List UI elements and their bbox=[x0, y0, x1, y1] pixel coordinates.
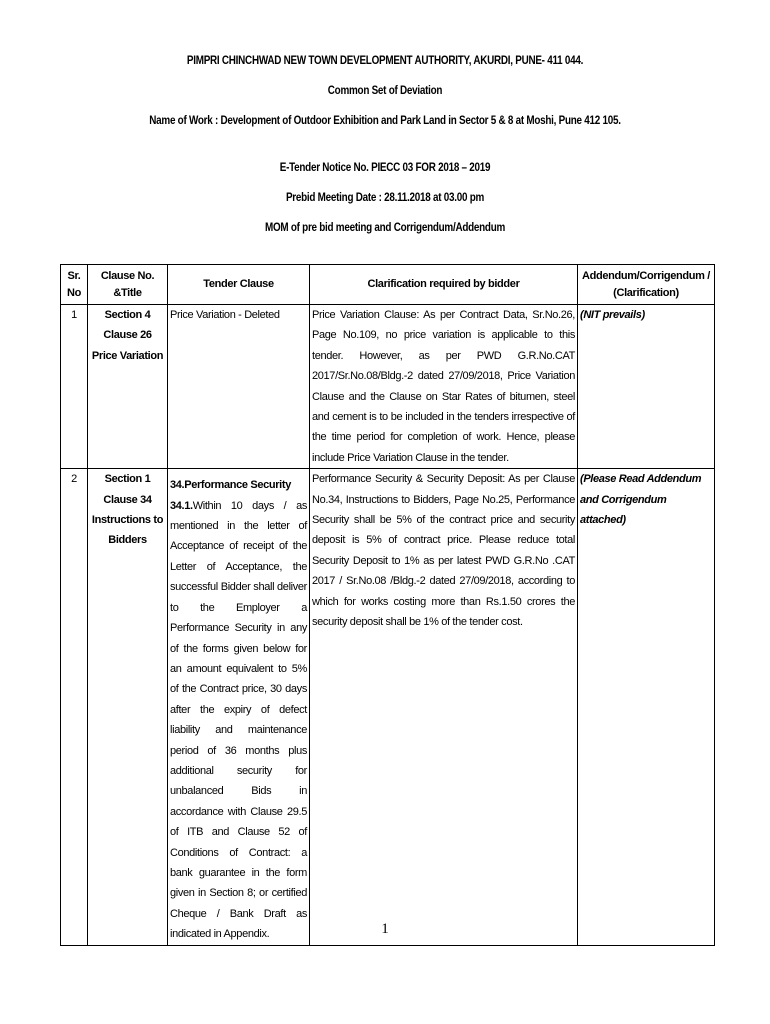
row-tender-clause bbox=[168, 469, 310, 945]
header-clarification: Clarification required by bidder bbox=[310, 265, 578, 305]
header-clause-title: Clause No. &Title bbox=[88, 265, 168, 305]
table-header-row bbox=[61, 265, 715, 305]
tender-clause-number: 34.1. bbox=[170, 499, 193, 512]
table-row bbox=[61, 305, 715, 469]
row-sr-no: 1 bbox=[61, 305, 88, 469]
row-clarification: Performance Security & Security Deposit: As per Clause No.34, Instructions to Bidders, Page No.25, Performance Security shall be 5% of the contract price and security deposit is 5% of contract price. Please reduce total Security Deposit to 1% as per latest PWD G.R.No .CAT 2017 / Sr.No.08 /Bldg.-2 dated 27/09/2018, according to which for works costing more than Rs.1.50 crores the security deposit shall be 1% of the tender cost. bbox=[310, 469, 578, 945]
header-tender-clause: Tender Clause bbox=[168, 265, 310, 305]
row-clarification: Price Variation Clause: As per Contract Data, Sr.No.26, Page No.109, no price variation is applicable to this tender. However, as per PWD G.R.No.CAT 2017/Sr.No.08/Bldg.-2 dated 27/09/2018, Price Variation Clause and the Clause on Star Rates of bitumen, steel and cement is to be included in the tenders irrespective of the time period for completion of work. Hence, please include Price Variation Clause in the tender. bbox=[310, 305, 578, 469]
tender-clause-heading: 34.Performance Security bbox=[170, 479, 291, 492]
header-sr-no: Sr. No bbox=[61, 265, 88, 305]
table-row bbox=[61, 469, 715, 945]
header-addendum: Addendum/Corrigendum / (Clarification) bbox=[578, 265, 715, 305]
prebid-meeting-date: Prebid Meeting Date : 28.11.2018 at 03.00 pm bbox=[285, 192, 485, 204]
row-tender-clause: Price Variation - Deleted bbox=[168, 305, 310, 469]
page-number: 1 bbox=[381, 921, 389, 937]
row-clause-title: Section 1 Clause 34 Instructions to Bidders bbox=[88, 469, 168, 945]
row-sr-no: 2 bbox=[61, 469, 88, 945]
row-clause-title: Section 4 Clause 26 Price Variation bbox=[88, 305, 168, 469]
row-addendum: (Please Read Addendum and Corrigendum attached) bbox=[578, 469, 715, 945]
tender-clause-text: Within 10 days / as mentioned in the letter of Acceptance of receipt of the Letter of Acceptance, the successful Bidder shall deliver to the Employer a Performance Security in any of the forms given below for an amount equivalent to 5% of the Contract price, 30 days after the expiry of defect liability and maintenance period of 36 months plus additional security for unbalanced Bids in accordance with Clause 29.5 of ITB and Clause 52 of Conditions of Contract: a bank guarantee in the form given in Section 8; or certified Cheque / Bank Draft as indicated in Appendix. bbox=[170, 499, 307, 941]
authority-title: PIMPRI CHINCHWAD NEW TOWN DEVELOPMENT AUTHORITY, AKURDI, PUNE- 411 044. bbox=[186, 55, 584, 67]
mom-heading: MOM of pre bid meeting and Corrigendum/Addendum bbox=[264, 222, 506, 234]
deviation-table bbox=[60, 264, 715, 946]
row-addendum: (NIT prevails) bbox=[578, 305, 715, 469]
tender-notice: E-Tender Notice No. PIECC 03 FOR 2018 – 2019 bbox=[279, 162, 491, 174]
document-subtitle: Common Set of Deviation bbox=[327, 85, 443, 97]
name-of-work: Name of Work : Development of Outdoor Exhibition and Park Land in Sector 5 & 8 at Moshi, Pune 412 105. bbox=[149, 115, 621, 127]
